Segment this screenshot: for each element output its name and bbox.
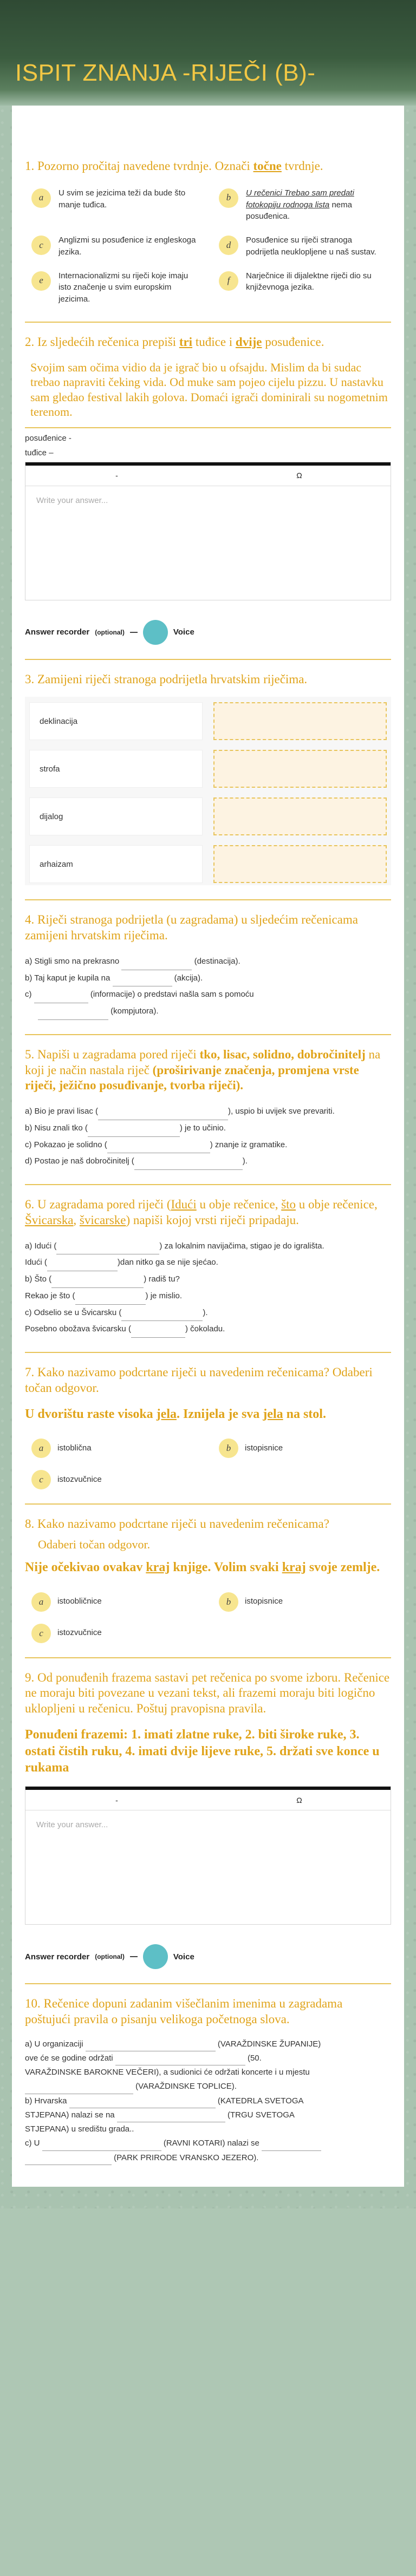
q8-choice-a[interactable] (31, 1591, 197, 1612)
q8-u1: kraj (146, 1560, 170, 1574)
question-1-title (25, 159, 391, 174)
divider (25, 427, 391, 428)
q6-l3-blank[interactable] (51, 1277, 144, 1288)
page-bottom-spacer (0, 2187, 416, 2208)
q10-a1-blank[interactable] (86, 2041, 216, 2051)
q5-b-blank[interactable] (88, 1126, 180, 1137)
q6-title-idu: Idući (171, 1198, 197, 1211)
q7-s3: na stol. (283, 1407, 326, 1421)
q1-option-a-text: U svim se jezicima teži da bude što manje tuđica. (58, 188, 186, 210)
q7-choice-c[interactable] (31, 1469, 197, 1489)
question-3-title: 3. Zamijeni riječi stranoga podrijetla hrvatskim riječima. (25, 672, 308, 686)
q6-title-4: , (73, 1213, 80, 1227)
q5-lines (25, 1103, 391, 1170)
q5-d-post: ). (242, 1156, 248, 1166)
q1-title-post: tvrdnje. (281, 159, 323, 173)
q10-a4-blank[interactable] (25, 2083, 133, 2094)
q2-title-dvije: dvije (235, 335, 262, 349)
recorder-optional: (optional) (95, 628, 125, 636)
q4-c-pre: c) (25, 990, 32, 999)
q7-u1: jela (156, 1407, 177, 1421)
q9-answer-recorder (25, 1944, 391, 1969)
q8-choice-c-text: istozvučnice (57, 1628, 102, 1638)
q6-l2-post: )dan nitko ga se nije sjećao. (117, 1258, 218, 1267)
question-6 (12, 1185, 404, 1352)
q1-option-b[interactable] (219, 187, 385, 223)
q2-title-1: 2. Iz sljedećih rečenica prepiši (25, 335, 179, 349)
q5-a-blank[interactable] (98, 1109, 228, 1120)
q9-answer-input[interactable]: Write your answer... (36, 1820, 108, 1830)
q2-answer-recorder (25, 620, 391, 645)
q5-c-blank[interactable] (107, 1142, 210, 1153)
recorder-optional: (optional) (95, 1953, 125, 1961)
q1-option-f[interactable] (219, 270, 385, 305)
question-6-title (25, 1197, 391, 1228)
q10-b2-blank[interactable] (117, 2111, 225, 2122)
q10-b1-pre: b) Hrvarska (25, 2096, 67, 2106)
q10-a2-blank[interactable] (115, 2055, 245, 2065)
question-9 (12, 1658, 404, 1983)
q7-choice-b-text: istopisnice (245, 1443, 283, 1453)
q6-lines (25, 1238, 391, 1338)
q1-option-c[interactable] (31, 234, 197, 258)
q4-a-blank[interactable] (121, 959, 192, 970)
q8-choice-a-text: istoobličnice (57, 1597, 102, 1606)
q1-option-f-text: Narječnice ili dijalektne riječi dio su književnoga jezika. (246, 271, 372, 292)
question-1 (12, 106, 404, 322)
q1-option-b-post: nema posuđenica. (246, 200, 352, 221)
question-4-title: 4. Riječi stranoga podrijetla (u zagradama) u sljedećim rečenicama zamijeni hrvatskim riječima. (25, 913, 358, 942)
record-button[interactable] (143, 620, 168, 645)
q4-a-pre: a) Stigli smo na prekrasno (25, 956, 120, 966)
q6-title-sv2: švicarske (79, 1213, 126, 1227)
q6-title-2: u obje rečenice, (196, 1198, 282, 1211)
q2-title-tri: tri (179, 335, 193, 349)
question-5-title (25, 1047, 391, 1094)
question-3 (12, 660, 404, 900)
question-10-title: 10. Rečenice dopuni zadanim višečlanim imenima u zagradama poštujući pravila o pisanju velikoga početnoga slova. (25, 1997, 343, 2026)
q1-option-a[interactable] (31, 187, 197, 223)
q5-a-post: ), uspio bi uvijek sve prevariti. (228, 1107, 335, 1116)
recorder-dash (130, 1956, 138, 1957)
q3-drop-slot[interactable] (213, 845, 387, 883)
q3-drop-slot[interactable] (213, 750, 387, 788)
q6-l5-post: ). (203, 1307, 208, 1317)
q4-b-post: (akcija). (174, 973, 203, 983)
question-2-title (25, 335, 391, 350)
option-letter-b: b (219, 188, 238, 208)
q8-s2: knjige. Volim svaki (170, 1560, 282, 1574)
q1-options (25, 184, 391, 308)
option-letter-a: a (31, 1439, 51, 1458)
question-2 (12, 323, 404, 659)
q10-a1-pre: a) U organizaciji (25, 2039, 83, 2049)
question-10 (12, 1984, 404, 2187)
q5-c-post: ) znanje iz gramatike. (210, 1140, 288, 1149)
record-button[interactable] (143, 1944, 168, 1969)
q6-title-5: ) napiši kojoj vrsti riječi pripadaju. (126, 1213, 299, 1227)
q9-phrases: Ponuđeni frazemi: 1. imati zlatne ruke, 2. biti široke ruke, 3. ostati čistih ruku, 4. imati dvije lijeve ruke, 5. držati sve konce u rukama (25, 1727, 380, 1775)
q9-answer-editor (25, 1786, 391, 1925)
q6-l4-pre: Rekao je što ( (25, 1291, 75, 1300)
q1-option-c-text: Anglizmi su posuđenice iz engleskoga jezika. (58, 236, 196, 257)
q8-u2: kraj (282, 1560, 306, 1574)
q10-c2-post: (PARK PRIRODE VRANSKO JEZERO). (114, 2153, 259, 2162)
q7-choice-a-text: istoblična (57, 1443, 92, 1453)
q5-d-pre: d) Postao je naš dobročinitelj ( (25, 1156, 134, 1166)
q8-sentence (25, 1559, 391, 1576)
option-letter-f: f (219, 271, 238, 291)
q6-l2-blank[interactable] (47, 1260, 118, 1271)
q10-c2-blank-a[interactable] (262, 2140, 321, 2151)
option-letter-a: a (31, 188, 51, 208)
recorder-dash (130, 632, 138, 633)
q6-l2-pre: Idući ( (25, 1258, 47, 1267)
option-letter-e: e (31, 271, 51, 291)
q2-title-3: posuđenice. (262, 335, 324, 349)
q10-a3: VARAŽDINSKE BAROKNE VEČERI), a sudionici će održati koncerte i u mjestu (25, 2068, 310, 2077)
question-7-title: 7. Kako nazivamo podcrtane riječi u navedenim rečenicama? Odaberi točan odgovor. (25, 1365, 373, 1395)
q3-term[interactable]: strofa (29, 750, 203, 788)
q3-term[interactable]: arhaizam (29, 845, 203, 883)
q7-u2: jela (263, 1407, 283, 1421)
q5-title-3: (proširivanje značenja, promjena vrste riječi, ježično posuđivanje, tvorba riječi). (25, 1063, 359, 1093)
editor-toolbar (25, 462, 391, 486)
q10-c1-pre: c) U (25, 2139, 40, 2148)
q4-lines (25, 953, 391, 1020)
q6-l6-pre: Posebno obožava švicarsku ( (25, 1324, 131, 1334)
q5-b-pre: b) Nisu znali tko ( (25, 1123, 88, 1133)
q4-c-blank-2[interactable] (38, 1009, 108, 1020)
option-letter-c: c (31, 1624, 51, 1643)
q2-label-tudice: tuđice – (25, 448, 54, 457)
q7-choice-b[interactable] (219, 1437, 385, 1458)
q6-l1-post: ) za lokalnim navijačima, stigao je do igrališta. (159, 1241, 324, 1251)
q1-option-b-emphasis: U rečenici Trebao sam predati fotokopiju rodnoga lista (246, 188, 354, 210)
q10-c1-post: (RAVNI KOTARI) nalazi se (163, 2139, 259, 2148)
recorder-title: Answer recorder (25, 627, 90, 637)
q8-s3: svoje zemlje. (306, 1560, 380, 1574)
q7-choices (25, 1432, 391, 1489)
q6-l1-blank[interactable] (56, 1244, 159, 1254)
question-9-title: 9. Od ponuđenih frazema sastavi pet rečenica po svome izboru. Rečenice ne moraju biti povezane u vezani tekst, ali frazemi moraju biti logično uklopljeni u rečenicu. Poštuj pravopisna pravila. (25, 1670, 390, 1716)
q6-l6-blank[interactable] (131, 1327, 185, 1338)
q7-s1: U dvorištu raste visoka (25, 1407, 157, 1421)
option-letter-c: c (31, 1470, 51, 1489)
q8-choice-c[interactable] (31, 1623, 197, 1643)
toolbar-dash-button[interactable]: - (115, 1795, 118, 1804)
q4-a-post: (destinacija). (194, 956, 240, 966)
q6-l1-pre: a) Idući ( (25, 1241, 57, 1251)
recorder-voice-label: Voice (173, 627, 194, 637)
q7-choice-c-text: istozvučnice (57, 1474, 102, 1484)
q6-l4-post: ) je mislio. (145, 1291, 183, 1300)
q10-b1-blank[interactable] (69, 2097, 216, 2108)
option-letter-c: c (31, 236, 51, 255)
quiz-card (12, 106, 404, 2187)
q8-s1: Nije očekivao ovakav (25, 1560, 146, 1574)
q10-a1-post: (VARAŽDINSKE ŽUPANIJE) (217, 2039, 321, 2049)
q4-c-blank-1[interactable] (34, 992, 88, 1003)
q4-b-blank[interactable] (113, 976, 172, 986)
q1-option-e[interactable] (31, 270, 197, 305)
q10-a4-post: (VARAŽDINSKE TOPLICE). (135, 2082, 237, 2091)
q6-title-1: 6. U zagradama pored riječi ( (25, 1198, 171, 1211)
option-letter-b: b (219, 1439, 238, 1458)
q2-label-posudenice: posuđenice - (25, 433, 72, 443)
q10-c1-blank[interactable] (42, 2140, 161, 2151)
q2-answer-input[interactable]: Write your answer... (36, 495, 108, 505)
q6-title-sv1: Švicarska (25, 1213, 74, 1227)
q10-b2-pre: STJEPANA) nalazi se na (25, 2110, 115, 2120)
q5-title-words: tko, lisac, solidno, dobročinitelj (199, 1047, 366, 1061)
recorder-title: Answer recorder (25, 1952, 90, 1962)
q6-title-3: u obje rečenice, (296, 1198, 378, 1211)
q4-c-post: (kompjutora). (110, 1006, 159, 1016)
q6-title-sto: što (281, 1198, 296, 1211)
q1-option-d-text: Posuđenice su riječi stranoga podrijetla neuklopljene u naš sustav. (246, 236, 376, 257)
q1-title-emphasis: točne (253, 159, 282, 173)
q10-b3: STJEPANA) u središtu grada.. (25, 2124, 134, 2134)
page-header (0, 0, 416, 106)
q3-term[interactable]: dijalog (29, 797, 203, 835)
q6-l4-blank[interactable] (75, 1294, 146, 1305)
q8-choice-b-text: istopisnice (245, 1597, 283, 1606)
q1-option-b-text (246, 187, 385, 223)
q10-c2-blank[interactable] (25, 2154, 112, 2165)
q2-passage: Svojim sam očima vidio da je igrač bio u ofsajdu. Mislim da bi sudac trebao napraviti čeking vida. Od muke sam pojeo cijelu pizzu. U nastavku sam gledao festival lakih golova. Domaći igrači dominirali su nogometnim terenom. (30, 360, 388, 419)
q8-choice-b[interactable] (219, 1591, 385, 1612)
option-letter-a: a (31, 1592, 51, 1612)
q5-title-2: na koji je način nastala riječ (25, 1047, 381, 1077)
question-7 (12, 1353, 404, 1503)
q4-b-pre: b) Taj kaput je kupila na (25, 973, 110, 983)
q3-matching (25, 697, 391, 885)
option-letter-b: b (219, 1592, 238, 1612)
question-5 (12, 1035, 404, 1184)
question-4 (12, 900, 404, 1034)
page-title: ISPIT ZNANJA -RIJEČI (B)- (15, 60, 316, 86)
recorder-voice-label: Voice (173, 1952, 194, 1962)
q1-option-e-text: Internacionalizmi su riječi koje imaju isto značenje u svim europskim jezicima. (58, 271, 188, 304)
q5-title-1: 5. Napiši u zagradama pored riječi (25, 1047, 200, 1061)
q6-l5-blank[interactable] (121, 1310, 203, 1321)
q10-b2-post: (TRGU SVETOGA (227, 2110, 295, 2120)
q8-choices (25, 1586, 391, 1643)
q5-b-post: ) je to učinio. (179, 1123, 226, 1133)
q3-term[interactable]: deklinacija (29, 702, 203, 740)
q6-l3-pre: b) Što ( (25, 1274, 52, 1284)
q7-sentence (25, 1406, 391, 1423)
toolbar-omega-button[interactable]: Ω (296, 471, 302, 480)
q2-answer-editor (25, 462, 391, 600)
q7-choice-a[interactable] (31, 1437, 197, 1458)
q6-l6-post: ) čokoladu. (185, 1324, 225, 1334)
toolbar-dash-button[interactable]: - (115, 471, 118, 480)
option-letter-d: d (219, 236, 238, 255)
q10-b1-post: (KATEDRLA SVETOGA (217, 2096, 304, 2106)
q4-c-mid: (informacije) o predstavi našla sam s pomoću (90, 990, 254, 999)
q5-d-blank[interactable] (134, 1159, 243, 1170)
q3-drop-slot[interactable] (213, 702, 387, 740)
editor-toolbar (25, 1787, 391, 1810)
question-8 (12, 1505, 404, 1657)
q1-title-pre: 1. Pozorno pročitaj navedene tvrdnje. Označi (25, 159, 253, 173)
q1-option-d[interactable] (219, 234, 385, 258)
q10-a2-post: (50. (247, 2053, 262, 2063)
question-8-title: 8. Kako nazivamo podcrtane riječi u navedenim rečenicama? (25, 1517, 329, 1531)
q10-lines (25, 2037, 391, 2165)
q5-a-pre: a) Bio je pravi lisac ( (25, 1107, 99, 1116)
q6-l3-post: ) radiš tu? (144, 1274, 180, 1284)
question-8-subtitle: Odaberi točan odgovor. (38, 1537, 151, 1551)
q7-s2: . Iznijela je sva (176, 1407, 263, 1421)
q2-title-2: tuđice i (192, 335, 236, 349)
q3-drop-slot[interactable] (213, 797, 387, 835)
q6-l5-pre: c) Odselio se u Švicarsku ( (25, 1307, 122, 1317)
q10-a2-pre: ove će se godine održati (25, 2053, 113, 2063)
toolbar-omega-button[interactable]: Ω (296, 1795, 302, 1804)
q5-c-pre: c) Pokazao je solidno ( (25, 1140, 107, 1149)
